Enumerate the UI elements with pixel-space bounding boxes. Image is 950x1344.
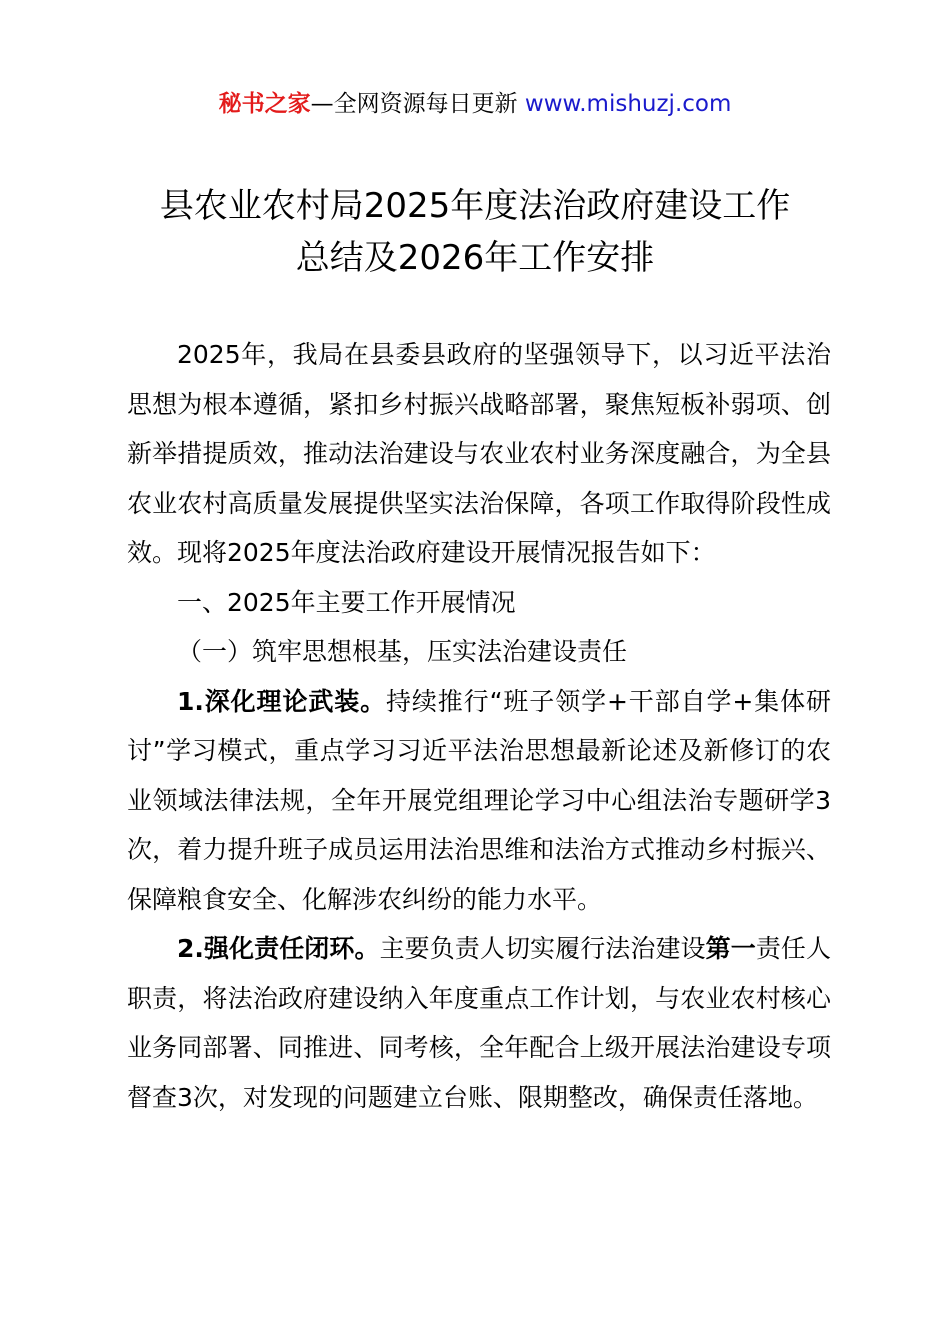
banner-url-link[interactable]: www.mishuzj.com (524, 91, 732, 117)
banner-slogan: —全网资源每日更新 (310, 91, 525, 117)
item-2-text-a: 主要负责人切实履行法治建设 (379, 934, 706, 963)
item-1-title: 1.深化理论武装。 (177, 686, 387, 716)
item-1-text: 持续推行“班子领学+干部自学+集体研讨”学习模式，重点学习习近平法治思想最新论述及新修订的农业领域法律法规，全年开展党组理论学习中心组法治专题研学3次，着力提升班子成员运用法治思维和法治方式推动乡村振兴、保障粮食安全、化解涉农纠纷的能力水平。 (127, 686, 831, 914)
site-banner (0, 86, 950, 122)
item-2-text-b: 责任人职责，将法治政府建设纳入年度重点工作计划，与农业农村核心业务同部署、同推进、同考核，全年配合上级开展法治建设专项督查3次，对发现的问题建立台账、限期整改，确保责任落地。 (127, 934, 831, 1112)
item-paragraph-2 (127, 924, 831, 1122)
item-paragraph-1 (127, 677, 831, 925)
banner-brand: 秘书之家 (218, 91, 311, 117)
item-2-text-bold: 第一 (705, 934, 756, 963)
document-title (0, 180, 950, 284)
title-line-2: 总结及2026年工作安排 (295, 238, 655, 278)
title-line-1: 县农业农村局2025年度法治政府建设工作 (159, 186, 791, 226)
document-body (127, 330, 831, 1122)
item-2-title: 2.强化责任闭环。 (177, 934, 380, 963)
intro-paragraph: 2025年，我局在县委县政府的坚强领导下，以习近平法治思想为根本遵循，紧扣乡村振兴战略部署，聚焦短板补弱项、创新举措提质效，推动法治建设与农业农村业务深度融合，为全县农业农村高质量发展提供坚实法治保障，各项工作取得阶段性成效。现将2025年度法治政府建设开展情况报告如下： (127, 340, 831, 567)
subsection-heading-1: （一）筑牢思想根基，压实法治建设责任 (177, 637, 628, 666)
section-heading-1: 一、2025年主要工作开展情况 (177, 587, 516, 617)
